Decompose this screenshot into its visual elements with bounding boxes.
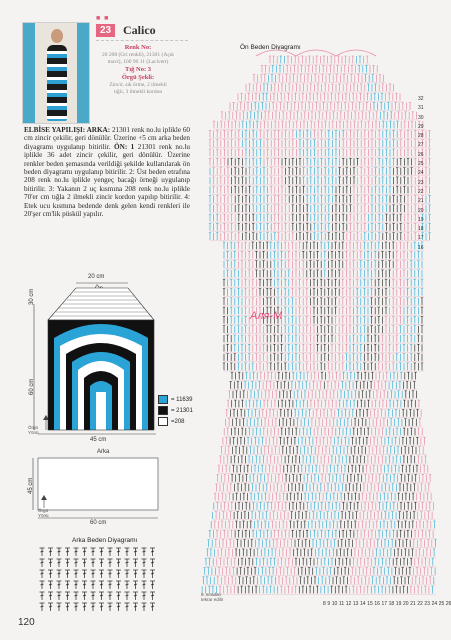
stitch-mark bbox=[143, 584, 146, 585]
stitch-mark bbox=[58, 562, 61, 563]
front-width-top: 20 cm bbox=[88, 274, 105, 280]
front-stitch-diagram bbox=[196, 52, 444, 612]
stitch-mark bbox=[49, 584, 52, 585]
stitch-mark bbox=[41, 584, 44, 585]
stitch-mark bbox=[66, 606, 69, 607]
stitch-mark bbox=[58, 606, 61, 607]
stitch-mark bbox=[75, 584, 78, 585]
stitch-mark bbox=[143, 551, 146, 552]
stitch-mark bbox=[109, 573, 112, 574]
stitch-mark bbox=[75, 573, 78, 574]
stitch-mark bbox=[75, 595, 78, 596]
stitch-mark bbox=[83, 584, 86, 585]
stitch-mark bbox=[109, 562, 112, 563]
stitch-mark bbox=[126, 573, 129, 574]
stitch-mark bbox=[75, 562, 78, 563]
front-schematic bbox=[30, 280, 160, 440]
stitch-mark bbox=[41, 573, 44, 574]
front-diagram-title: Ön Beden Diyagramı bbox=[240, 44, 301, 51]
hook-heading: Tığ No: 3 bbox=[125, 66, 151, 73]
stitch-mark bbox=[66, 562, 69, 563]
stitch-mark bbox=[117, 562, 120, 563]
stitch-mark bbox=[134, 551, 137, 552]
stitch-mark bbox=[151, 551, 154, 552]
stitch-mark bbox=[134, 573, 137, 574]
stitch-line: Zincir, sık örme, 2 ilmekli bbox=[109, 82, 167, 88]
stitch-mark bbox=[151, 584, 154, 585]
legend-swatch bbox=[158, 417, 168, 426]
stitch-mark bbox=[134, 584, 137, 585]
stitch-mark bbox=[100, 584, 103, 585]
stitch-mark bbox=[109, 595, 112, 596]
stitch-mark bbox=[41, 562, 44, 563]
instructions-text bbox=[24, 126, 190, 218]
stitch-mark bbox=[41, 595, 44, 596]
stitch-mark bbox=[126, 595, 129, 596]
model-head bbox=[51, 29, 63, 43]
legend-item: = 11639 bbox=[158, 395, 192, 404]
back-height: 45 cm bbox=[28, 477, 34, 494]
pattern-title: Calico bbox=[123, 23, 156, 37]
stitch-mark bbox=[49, 606, 52, 607]
back-start-label: Örgü Yönü bbox=[38, 508, 49, 518]
stitch-mark bbox=[126, 606, 129, 607]
color-heading: Renk No: bbox=[124, 44, 152, 51]
stitch-mark bbox=[58, 595, 61, 596]
pattern-number-badge: 23 bbox=[96, 24, 115, 37]
color-line: mavi), 100 90 11 (Lacivert) bbox=[107, 59, 169, 65]
stitch-mark bbox=[151, 573, 154, 574]
stitch-mark bbox=[92, 595, 95, 596]
stitch-mark bbox=[151, 562, 154, 563]
front-width-bottom: 45 cm bbox=[90, 437, 107, 443]
stitch-mark bbox=[49, 573, 52, 574]
stitch-line: tığlı, 3 ilmekli kordon bbox=[113, 89, 163, 95]
color-line: 20 208 (Gri renkli), 21301 (Açık bbox=[101, 52, 175, 58]
front-height-lower: 60 cm bbox=[29, 378, 35, 395]
stitch-mark bbox=[134, 606, 137, 607]
stitch-mark bbox=[126, 562, 129, 563]
instructions-lead: ELBİSE YAPILIŞI: ARKA: bbox=[24, 126, 111, 134]
stitch-mark bbox=[134, 595, 137, 596]
stitch-mark bbox=[83, 551, 86, 552]
stitch-mark bbox=[41, 606, 44, 607]
model-dress bbox=[47, 45, 67, 121]
stitch-mark bbox=[117, 584, 120, 585]
stitch-mark bbox=[83, 562, 86, 563]
stitch-mark bbox=[66, 573, 69, 574]
back-width: 60 cm bbox=[90, 520, 107, 526]
stitch-mark bbox=[92, 573, 95, 574]
stitch-mark bbox=[109, 606, 112, 607]
stitch-mark bbox=[117, 551, 120, 552]
stitch-mark bbox=[117, 573, 120, 574]
back-stitch-diagram bbox=[38, 544, 168, 616]
back-label: Arka bbox=[97, 449, 110, 455]
stitch-mark bbox=[92, 562, 95, 563]
stitch-mark bbox=[143, 562, 146, 563]
front-height-upper: 30 cm bbox=[29, 288, 35, 305]
legend-swatch bbox=[158, 406, 168, 415]
legend-item: = 21301 bbox=[158, 406, 193, 415]
stitch-mark bbox=[100, 562, 103, 563]
stitch-mark bbox=[151, 606, 154, 607]
stitch-mark bbox=[83, 573, 86, 574]
stitch-mark bbox=[75, 551, 78, 552]
instructions-front-lead: ÖN: 1 bbox=[114, 142, 135, 151]
model-photo bbox=[22, 22, 90, 124]
back-schematic bbox=[30, 456, 165, 526]
back-diagram-title: Arka Beden Diyagramı bbox=[72, 537, 138, 544]
stitch-mark bbox=[100, 606, 103, 607]
stitch-mark bbox=[117, 606, 120, 607]
stitch-mark bbox=[92, 551, 95, 552]
stitch-mark bbox=[109, 551, 112, 552]
header-divider bbox=[96, 40, 188, 41]
stitch-mark bbox=[66, 551, 69, 552]
stitch-mark bbox=[126, 551, 129, 552]
stitch-mark bbox=[100, 551, 103, 552]
stitch-mark bbox=[117, 595, 120, 596]
stitch-mark bbox=[83, 606, 86, 607]
stitch-mark bbox=[100, 573, 103, 574]
stitch-mark bbox=[58, 584, 61, 585]
stitch-mark bbox=[143, 606, 146, 607]
materials-info bbox=[96, 44, 180, 96]
stitch-mark bbox=[109, 584, 112, 585]
badge-dots: ■ ■ bbox=[96, 15, 110, 22]
front-start-label: Örgü Yönü bbox=[28, 425, 39, 435]
stitch-mark bbox=[83, 595, 86, 596]
stitch-mark bbox=[49, 551, 52, 552]
instructions-back: 21301 renk no.lu iplikle 60 cm zincir çekilir, geri dönülür. Üzerine +5 cm arka beden diyagramı uygulanıp bitirilir. bbox=[24, 126, 191, 151]
stitch-mark bbox=[100, 595, 103, 596]
stitch-mark bbox=[134, 562, 137, 563]
stitch-mark bbox=[151, 595, 154, 596]
stitch-mark bbox=[66, 584, 69, 585]
stitch-mark bbox=[58, 573, 61, 574]
stitch-mark bbox=[92, 606, 95, 607]
stitch-mark bbox=[49, 595, 52, 596]
instructions-front: 21301 renk no.lu iplikle 36 adet zincir çekilir, geri dönülür. Üzerine renkler beden şemasında verildiği şekilde kullanılarak ön beden diyagramı uygulanıp bitirilir. 2: Üst beden etrafına 208 renk no.lu iplikle yengeç bacağı örneği uygulanıp bitirilir. 3: Yakanın 2 uç kısmına 208 renk no.lu iplikle 70'er cm tığla 2 ilmekli zincir kordon yapılıp bitirilir. 4: Etek ucu kısmına bedende denk gelen kendi renkleri ile 20'şer cm'lik püskül yapılır. bbox=[24, 142, 190, 219]
stitch-heading: Örgü Şekli: bbox=[121, 74, 155, 81]
stitch-mark bbox=[41, 551, 44, 552]
stitch-mark bbox=[143, 595, 146, 596]
stitch-mark bbox=[66, 595, 69, 596]
stitch-mark bbox=[75, 606, 78, 607]
stitch-mark bbox=[143, 573, 146, 574]
legend-item: =208 bbox=[158, 417, 185, 426]
legend-swatch bbox=[158, 395, 168, 404]
stitch-mark bbox=[126, 584, 129, 585]
stitch-mark bbox=[58, 551, 61, 552]
stitch-mark bbox=[49, 562, 52, 563]
stitch-mark bbox=[92, 584, 95, 585]
